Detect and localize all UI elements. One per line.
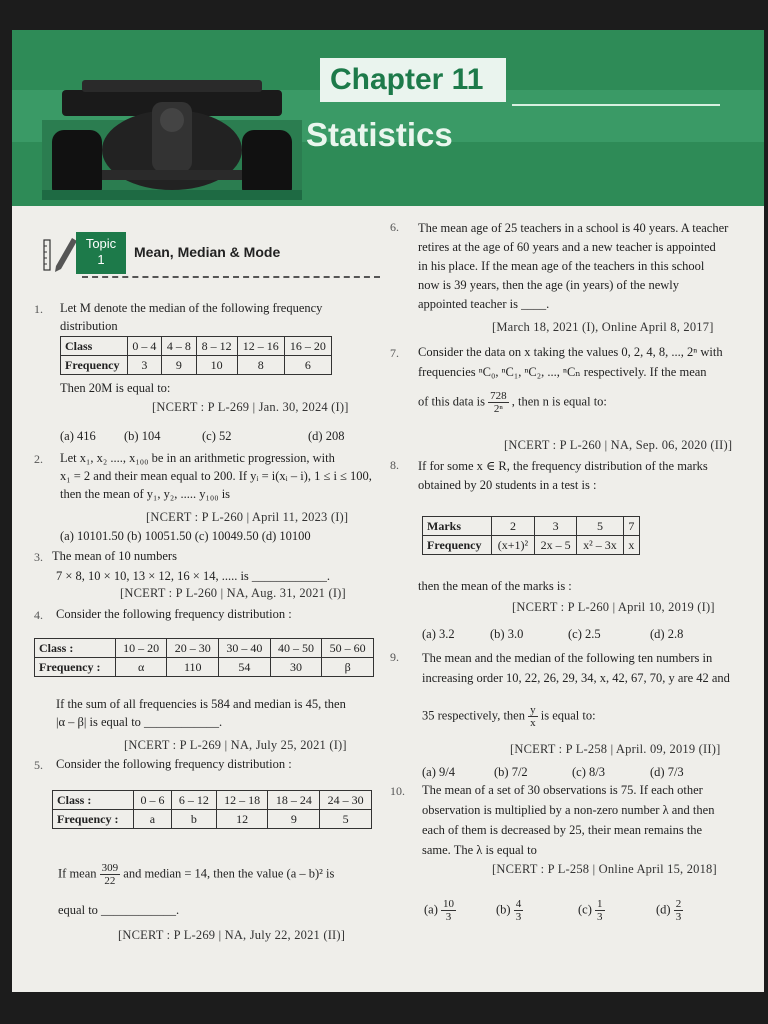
q6-text: appointed teacher is ____. — [418, 297, 550, 311]
table-cell: 3 — [534, 517, 576, 536]
topic-badge — [76, 232, 126, 274]
race-car-illustration — [42, 50, 302, 200]
q7-text: frequencies ⁿC₀, ⁿC₁, ⁿC₂, ..., ⁿCₙ respectively. If the mean — [418, 365, 707, 379]
q9-option-b: (b) 7/2 — [494, 765, 528, 779]
q10-text: each of them is decreased by 25, their mean remains the — [422, 823, 703, 837]
q7-text: Consider the data on x taking the values 0, 2, 4, 8, ..., 2ⁿ with — [418, 345, 723, 359]
table-cell: 9 — [162, 356, 197, 375]
table-header: Frequency — [61, 356, 128, 375]
q10-text: observation is multiplied by a non-zero number λ and then — [422, 803, 715, 817]
table-cell: 110 — [167, 658, 219, 677]
q1-frequency-table — [60, 336, 332, 375]
fraction-numerator: 10 — [443, 898, 454, 910]
chapter-underline — [512, 104, 720, 106]
q5-text-start: If mean — [58, 866, 97, 881]
q10-option-d — [656, 898, 683, 923]
q10-text: same. The λ is equal to — [422, 843, 537, 857]
table-cell: 18 – 24 — [268, 791, 320, 810]
table-cell: b — [171, 810, 216, 829]
table-cell: 0 – 6 — [133, 791, 171, 810]
table-cell: 12 – 16 — [237, 337, 284, 356]
table-cell: 5 — [320, 810, 372, 829]
q6-reference: [March 18, 2021 (I), Online April 8, 2017] — [492, 320, 714, 334]
q1-option-d: (d) 208 — [308, 429, 345, 443]
question-number: 8. — [390, 458, 399, 472]
chapter-title: Statistics — [306, 116, 453, 153]
fraction-numerator: y — [530, 704, 536, 716]
q5-text — [58, 862, 334, 887]
q9-option-d: (d) 7/3 — [650, 765, 684, 779]
q2-text: x₁ = 2 and their mean equal to 200. If yᵢ = i(xᵢ – i), 1 ≤ i ≤ 100, — [60, 469, 372, 483]
q10-reference: [NCERT : P L-258 | Online April 15, 2018] — [492, 862, 717, 876]
q4-reference: [NCERT : P L-269 | NA, July 25, 2021 (I)] — [124, 738, 347, 752]
topic-heading — [42, 230, 352, 276]
q9-text-end: is equal to: — [540, 708, 596, 723]
q1-text: Then 20M is equal to: — [60, 381, 171, 395]
q9-text — [422, 704, 596, 729]
table-cell: 5 — [577, 517, 623, 536]
option-fraction — [595, 898, 605, 923]
q5-frequency-table — [52, 790, 372, 829]
table-cell: 4 – 8 — [162, 337, 197, 356]
q8-text: obtained by 20 students in a test is : — [418, 478, 597, 492]
q2-reference: [NCERT : P L-260 | April 11, 2023 (I)] — [146, 510, 349, 524]
table-cell: (x+1)² — [492, 536, 535, 555]
q4-text: Consider the following frequency distribution : — [56, 607, 292, 621]
option-fraction — [674, 898, 684, 923]
option-label: (d) — [656, 902, 671, 917]
q2-options: (a) 10101.50 (b) 10051.50 (c) 10049.50 (d) 10100 — [60, 529, 311, 543]
table-cell: 12 — [216, 810, 268, 829]
table-cell: 8 – 12 — [196, 337, 237, 356]
q1-text: distribution — [60, 319, 118, 333]
fraction-numerator: 1 — [597, 898, 603, 910]
table-row — [61, 337, 332, 356]
chapter-label: Chapter 11 — [320, 58, 506, 102]
table-header: Marks — [423, 517, 492, 536]
fraction-denominator: 3 — [675, 911, 682, 923]
q2-text: Let x₁, x₂ ...., x₁₀₀ be in an arithmetic progression, with — [60, 451, 335, 465]
q2-text: then the mean of y₁, y₂, ..... y₁₀₀ is — [60, 487, 231, 501]
pencil-ruler-icon — [42, 232, 78, 274]
fraction-numerator: 4 — [515, 898, 522, 910]
option-fraction — [514, 898, 524, 923]
table-cell: 2 — [492, 517, 535, 536]
table-row — [423, 517, 640, 536]
q7-mean-fraction — [488, 390, 509, 415]
book-page — [12, 30, 764, 992]
fraction-numerator: 309 — [101, 862, 119, 874]
table-header: Class : — [35, 639, 116, 658]
table-cell: 10 – 20 — [115, 639, 167, 658]
fraction-denominator: 3 — [597, 911, 603, 923]
table-cell: 3 — [127, 356, 162, 375]
table-cell: β — [322, 658, 374, 677]
option-label: (b) — [496, 902, 511, 917]
fraction-denominator: 2ⁿ — [493, 403, 503, 415]
q9-reference: [NCERT : P L-258 | April. 09, 2019 (II)] — [510, 742, 721, 756]
q7-text-end: , then n is equal to: — [511, 394, 607, 409]
q9-text-start: 35 respectively, then — [422, 708, 525, 723]
question-number: 4. — [34, 608, 43, 622]
table-cell: 50 – 60 — [322, 639, 374, 658]
q9-option-c: (c) 8/3 — [572, 765, 605, 779]
question-number: 3. — [34, 550, 43, 564]
option-fraction — [441, 898, 456, 923]
option-label: (a) — [424, 902, 438, 917]
q8-frequency-table — [422, 516, 640, 555]
table-cell: a — [133, 810, 171, 829]
table-header: Frequency — [423, 536, 492, 555]
q9-text: The mean and the median of the following ten numbers in — [422, 651, 713, 665]
topic-badge-number: 1 — [97, 252, 105, 267]
fraction-denominator: x — [530, 717, 536, 729]
q7-text — [418, 390, 607, 415]
table-cell: 20 – 30 — [167, 639, 219, 658]
question-number: 5. — [34, 758, 43, 772]
fraction-denominator: 22 — [104, 875, 116, 887]
table-row — [35, 639, 374, 658]
q6-text: in his place. If the mean age of the teachers in this school — [418, 259, 705, 273]
table-row — [35, 658, 374, 677]
table-cell: 24 – 30 — [320, 791, 372, 810]
q8-option-a: (a) 3.2 — [422, 627, 455, 641]
q6-text: now is 39 years, then the age (in years) of the newly — [418, 278, 680, 292]
question-number: 2. — [34, 452, 43, 466]
topic-title: Mean, Median & Mode — [134, 244, 281, 260]
question-number: 7. — [390, 346, 399, 360]
q7-text-start: of this data is — [418, 394, 486, 409]
table-cell: 2x – 5 — [534, 536, 576, 555]
table-cell: 6 – 12 — [171, 791, 216, 810]
question-number: 6. — [390, 220, 399, 234]
table-cell: 10 — [196, 356, 237, 375]
table-cell: 0 – 4 — [127, 337, 162, 356]
q1-option-c: (c) 52 — [202, 429, 232, 443]
q3-reference: [NCERT : P L-260 | NA, Aug. 31, 2021 (I)] — [120, 586, 346, 600]
q4-frequency-table — [34, 638, 374, 677]
table-cell: 9 — [268, 810, 320, 829]
fraction-numerator: 2 — [675, 898, 682, 910]
q8-option-c: (c) 2.5 — [568, 627, 601, 641]
q1-text: Let M denote the median of the following frequency — [60, 301, 323, 315]
fraction-numerator: 728 — [490, 390, 507, 402]
q1-option-b: (b) 104 — [124, 429, 161, 443]
table-cell: 54 — [219, 658, 271, 677]
q3-text: The mean of 10 numbers — [52, 549, 177, 563]
q10-option-a — [424, 898, 456, 923]
q6-text: retires at the age of 60 years and a new teacher is appointed — [418, 240, 716, 254]
q5-reference: [NCERT : P L-269 | NA, July 22, 2021 (II)] — [118, 928, 346, 942]
q8-text: If for some x ∈ R, the frequency distribution of the marks — [418, 459, 708, 473]
q5-mean-fraction — [100, 862, 121, 887]
table-cell: 40 – 50 — [270, 639, 322, 658]
table-row — [61, 356, 332, 375]
table-header: Frequency : — [53, 810, 134, 829]
table-row — [53, 810, 372, 829]
table-cell: 6 — [284, 356, 331, 375]
q9-option-a: (a) 9/4 — [422, 765, 455, 779]
table-cell: 16 – 20 — [284, 337, 331, 356]
q10-option-c — [578, 898, 605, 923]
q8-option-d: (d) 2.8 — [650, 627, 684, 641]
q10-text: The mean of a set of 30 observations is 75. If each other — [422, 783, 703, 797]
table-header: Class — [61, 337, 128, 356]
q1-reference: [NCERT : P L-269 | Jan. 30, 2024 (I)] — [152, 400, 349, 414]
table-cell: 12 – 18 — [216, 791, 268, 810]
question-number: 9. — [390, 650, 399, 664]
q9-text: increasing order 10, 22, 26, 29, 34, x, 42, 67, 70, y are 42 and — [422, 671, 730, 685]
q5-text: Consider the following frequency distribution : — [56, 757, 292, 771]
topic-divider — [82, 276, 380, 278]
q5-text-end: and median = 14, then the value (a – b)² is — [123, 866, 335, 881]
table-cell: 30 — [270, 658, 322, 677]
fraction-denominator: 3 — [445, 911, 452, 923]
table-cell: 7 — [623, 517, 639, 536]
table-row — [53, 791, 372, 810]
q9-ratio-fraction — [528, 704, 538, 729]
q6-text: The mean age of 25 teachers in a school is 40 years. A teacher — [418, 221, 729, 235]
q1-option-a: (a) 416 — [60, 429, 96, 443]
question-number: 10. — [390, 784, 405, 798]
q8-text: then the mean of the marks is : — [418, 579, 572, 593]
question-number: 1. — [34, 302, 43, 316]
q10-option-b — [496, 898, 523, 923]
table-header: Class : — [53, 791, 134, 810]
table-cell: α — [115, 658, 167, 677]
q5-text: equal to ____________. — [58, 903, 180, 917]
table-cell: x² – 3x — [577, 536, 623, 555]
q3-text: 7 × 8, 10 × 10, 13 × 12, 16 × 14, ..... is ____________. — [56, 569, 331, 583]
q8-option-b: (b) 3.0 — [490, 627, 524, 641]
option-label: (c) — [578, 902, 592, 917]
table-header: Frequency : — [35, 658, 116, 677]
table-cell: 30 – 40 — [219, 639, 271, 658]
fraction-denominator: 3 — [515, 911, 522, 923]
topic-badge-word: Topic — [85, 236, 117, 251]
q7-reference: [NCERT : P L-260 | NA, Sep. 06, 2020 (II)] — [504, 438, 733, 452]
q4-text: If the sum of all frequencies is 584 and median is 45, then — [56, 697, 346, 711]
chapter-banner — [12, 30, 764, 206]
table-row — [423, 536, 640, 555]
q4-text: |α – β| is equal to ____________. — [56, 715, 223, 729]
q8-reference: [NCERT : P L-260 | April 10, 2019 (I)] — [512, 600, 715, 614]
table-cell: 8 — [237, 356, 284, 375]
table-cell: x — [623, 536, 639, 555]
